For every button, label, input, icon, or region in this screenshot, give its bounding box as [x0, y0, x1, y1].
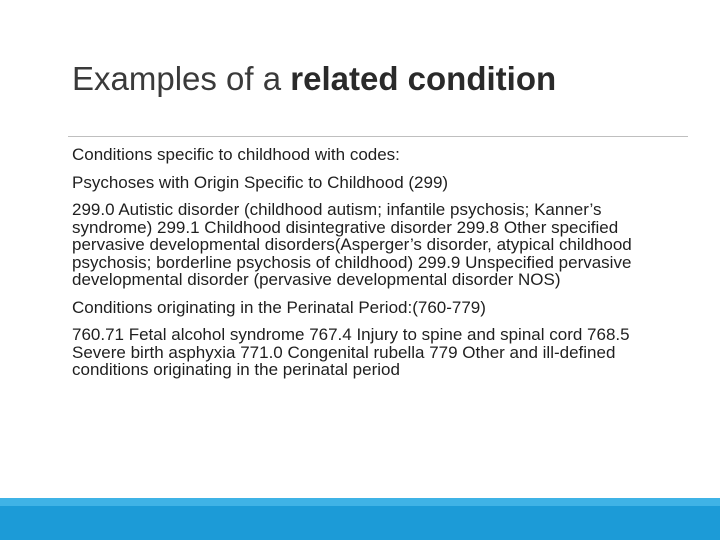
bottom-accent-bar — [0, 498, 720, 540]
paragraph-psychoses-origin: Psychoses with Origin Specific to Childhood (299) — [72, 172, 449, 192]
paragraph-760-codes: 760.71 Fetal alcohol syndrome 767.4 Injury to spine and spinal cord 768.5 Severe birth asphyxia 771.0 Congenital rubella 779 Other and ill-defined conditions originating in the perinatal period — [72, 325, 630, 379]
bottom-accent-stripe — [0, 498, 720, 506]
slide-body — [72, 146, 672, 389]
title-bold-text: related condition — [290, 60, 557, 97]
paragraph-299-codes: 299.0 Autistic disorder (childhood autism; infantile psychosis; Kanner’s syndrome) 299.1 Childhood disintegrative disorder 299.8 Other specified pervasive developmental disorders(Asperger’s disorder, atypical childhood psychosis; borderline psychosis of childhood) 299.9 Unspecified pervasive developmental disorder (pervasive developmental disorder NOS) — [72, 200, 632, 289]
title-divider — [68, 136, 688, 137]
paragraph-perinatal-period: Conditions originating in the Perinatal Period:(760-779) — [72, 297, 486, 317]
slide-title — [72, 58, 692, 100]
paragraph-conditions-childhood: Conditions specific to childhood with codes: — [72, 145, 400, 164]
title-regular-text: Examples of a — [72, 60, 291, 97]
